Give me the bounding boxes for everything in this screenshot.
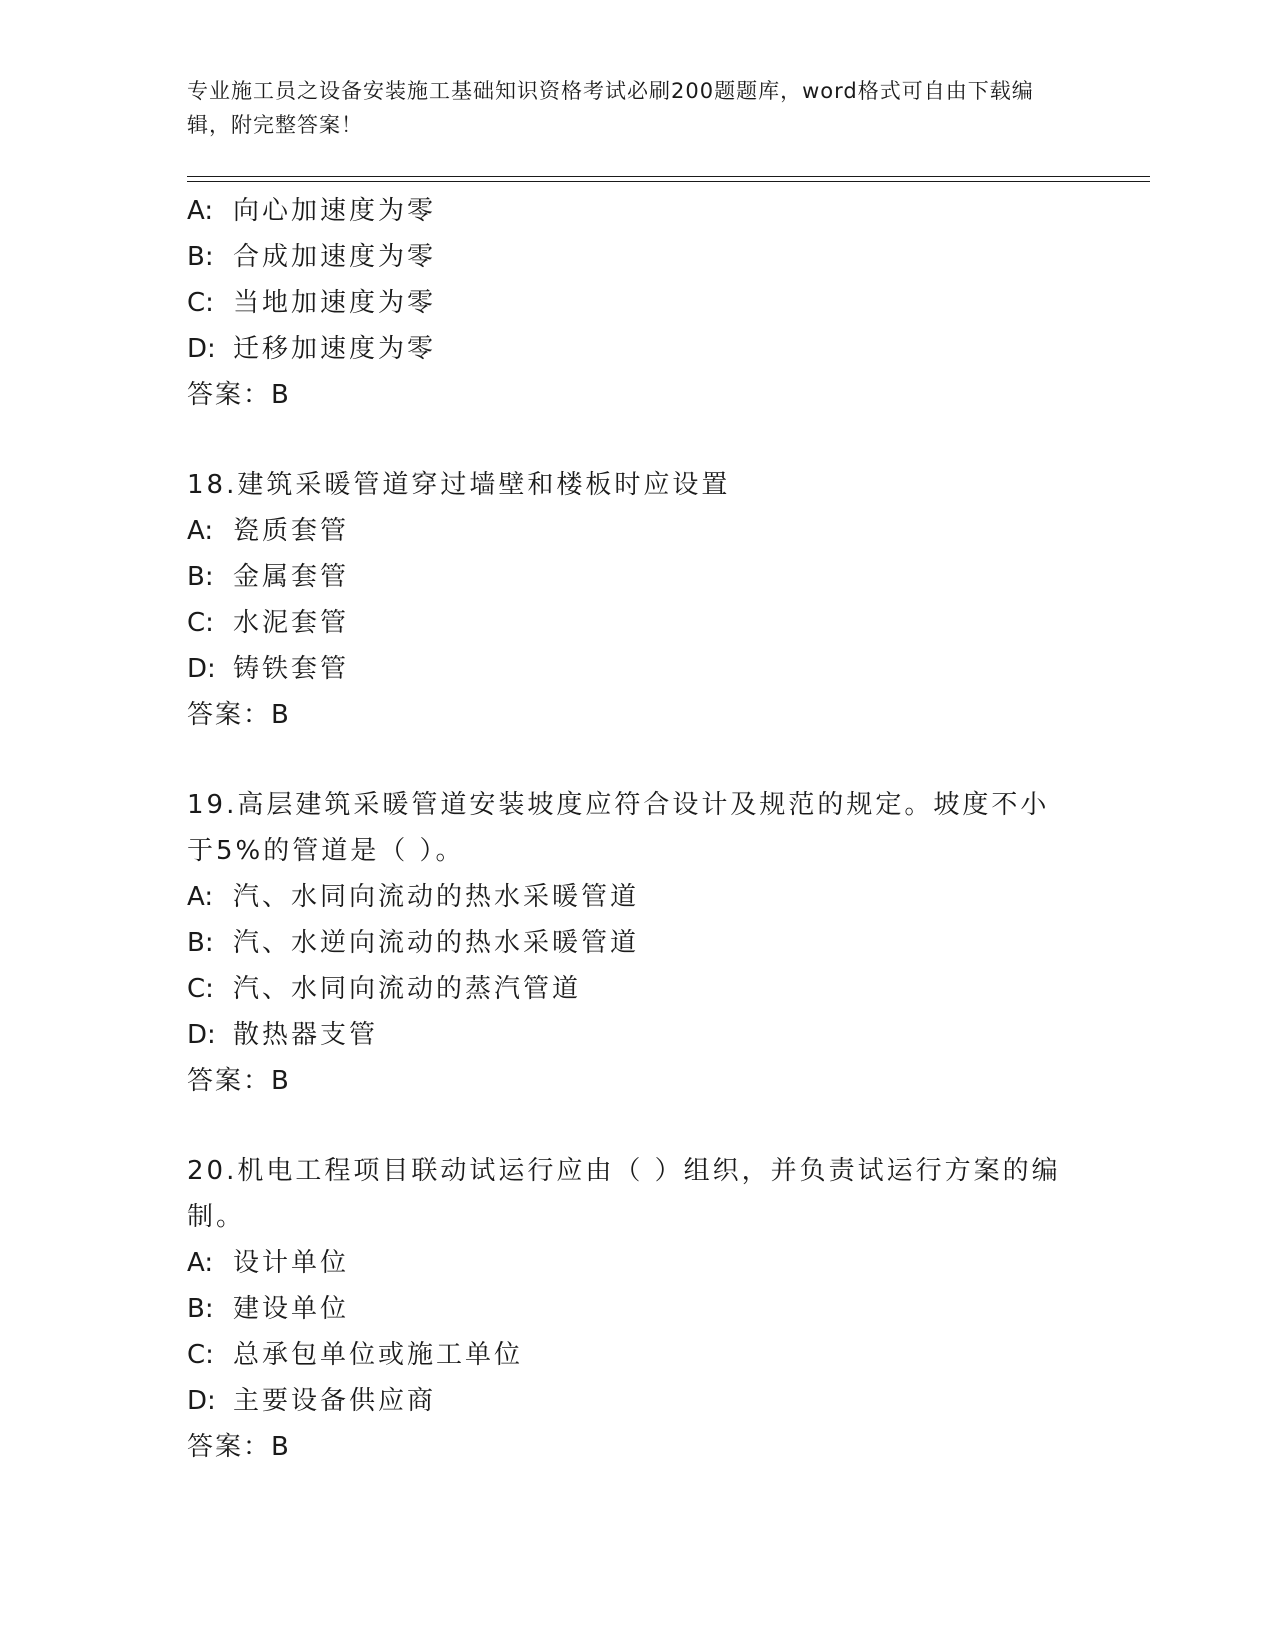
option-text: 向心加速度为零 (233, 196, 437, 226)
header-divider-top (187, 176, 1150, 177)
option-letter: C: (187, 1340, 214, 1370)
spacer (187, 418, 1087, 462)
option-b (187, 1286, 1087, 1332)
question-stem: 18.建筑采暖管道穿过墙壁和楼板时应设置 (187, 470, 731, 500)
option-letter: B: (187, 562, 214, 592)
question-20 (187, 1148, 1087, 1470)
spacer (187, 1104, 1087, 1148)
answer-line: 答案：B (187, 1066, 291, 1096)
option-letter: A: (187, 1248, 214, 1278)
option-c (187, 966, 1087, 1012)
answer-line: 答案：B (187, 1432, 291, 1462)
option-d (187, 646, 1087, 692)
option-a (187, 1240, 1087, 1286)
option-text: 汽、水逆向流动的热水采暖管道 (233, 928, 640, 958)
option-text: 建设单位 (233, 1294, 350, 1324)
option-d (187, 326, 1087, 372)
option-text: 散热器支管 (233, 1020, 379, 1050)
option-text: 总承包单位或施工单位 (233, 1340, 524, 1370)
answer-line: 答案：B (187, 380, 291, 410)
option-letter: A: (187, 516, 214, 546)
question-17 (187, 188, 1087, 418)
option-letter: C: (187, 288, 214, 318)
option-b (187, 920, 1087, 966)
option-letter: D: (187, 1386, 216, 1416)
option-letter: C: (187, 608, 214, 638)
option-text: 迁移加速度为零 (233, 334, 437, 364)
option-letter: C: (187, 974, 214, 1004)
header-divider-bottom (187, 181, 1150, 182)
option-letter: B: (187, 928, 214, 958)
option-b (187, 554, 1087, 600)
option-text: 当地加速度为零 (233, 288, 437, 318)
option-a (187, 188, 1087, 234)
option-d (187, 1012, 1087, 1058)
option-letter: B: (187, 1294, 214, 1324)
option-text: 汽、水同向流动的热水采暖管道 (233, 882, 640, 912)
option-text: 主要设备供应商 (233, 1386, 437, 1416)
option-text: 水泥套管 (233, 608, 350, 638)
option-text: 合成加速度为零 (233, 242, 437, 272)
document-header: 专业施工员之设备安装施工基础知识资格考试必刷200题题库，word格式可自由下载编辑，附完整答案！ (187, 79, 1034, 137)
option-c (187, 280, 1087, 326)
question-stem: 20.机电工程项目联动试运行应由（ ）组织，并负责试运行方案的编制。 (187, 1156, 1061, 1232)
option-letter: D: (187, 654, 216, 684)
option-d (187, 1378, 1087, 1424)
option-letter: A: (187, 882, 214, 912)
option-text: 瓷质套管 (233, 516, 350, 546)
option-letter: D: (187, 334, 216, 364)
question-18 (187, 462, 1087, 738)
option-a (187, 874, 1087, 920)
option-text: 金属套管 (233, 562, 350, 592)
option-text: 设计单位 (233, 1248, 350, 1278)
option-c (187, 1332, 1087, 1378)
option-letter: B: (187, 242, 214, 272)
option-c (187, 600, 1087, 646)
spacer (187, 738, 1087, 782)
option-letter: A: (187, 196, 214, 226)
option-text: 铸铁套管 (233, 654, 350, 684)
answer-line: 答案：B (187, 700, 291, 730)
question-19 (187, 782, 1087, 1104)
option-text: 汽、水同向流动的蒸汽管道 (233, 974, 582, 1004)
option-b (187, 234, 1087, 280)
document-body (187, 188, 1087, 1470)
question-stem: 19.高层建筑采暖管道安装坡度应符合设计及规范的规定。坡度不小于5%的管道是（ ）。 (187, 790, 1050, 866)
option-a (187, 508, 1087, 554)
option-letter: D: (187, 1020, 216, 1050)
